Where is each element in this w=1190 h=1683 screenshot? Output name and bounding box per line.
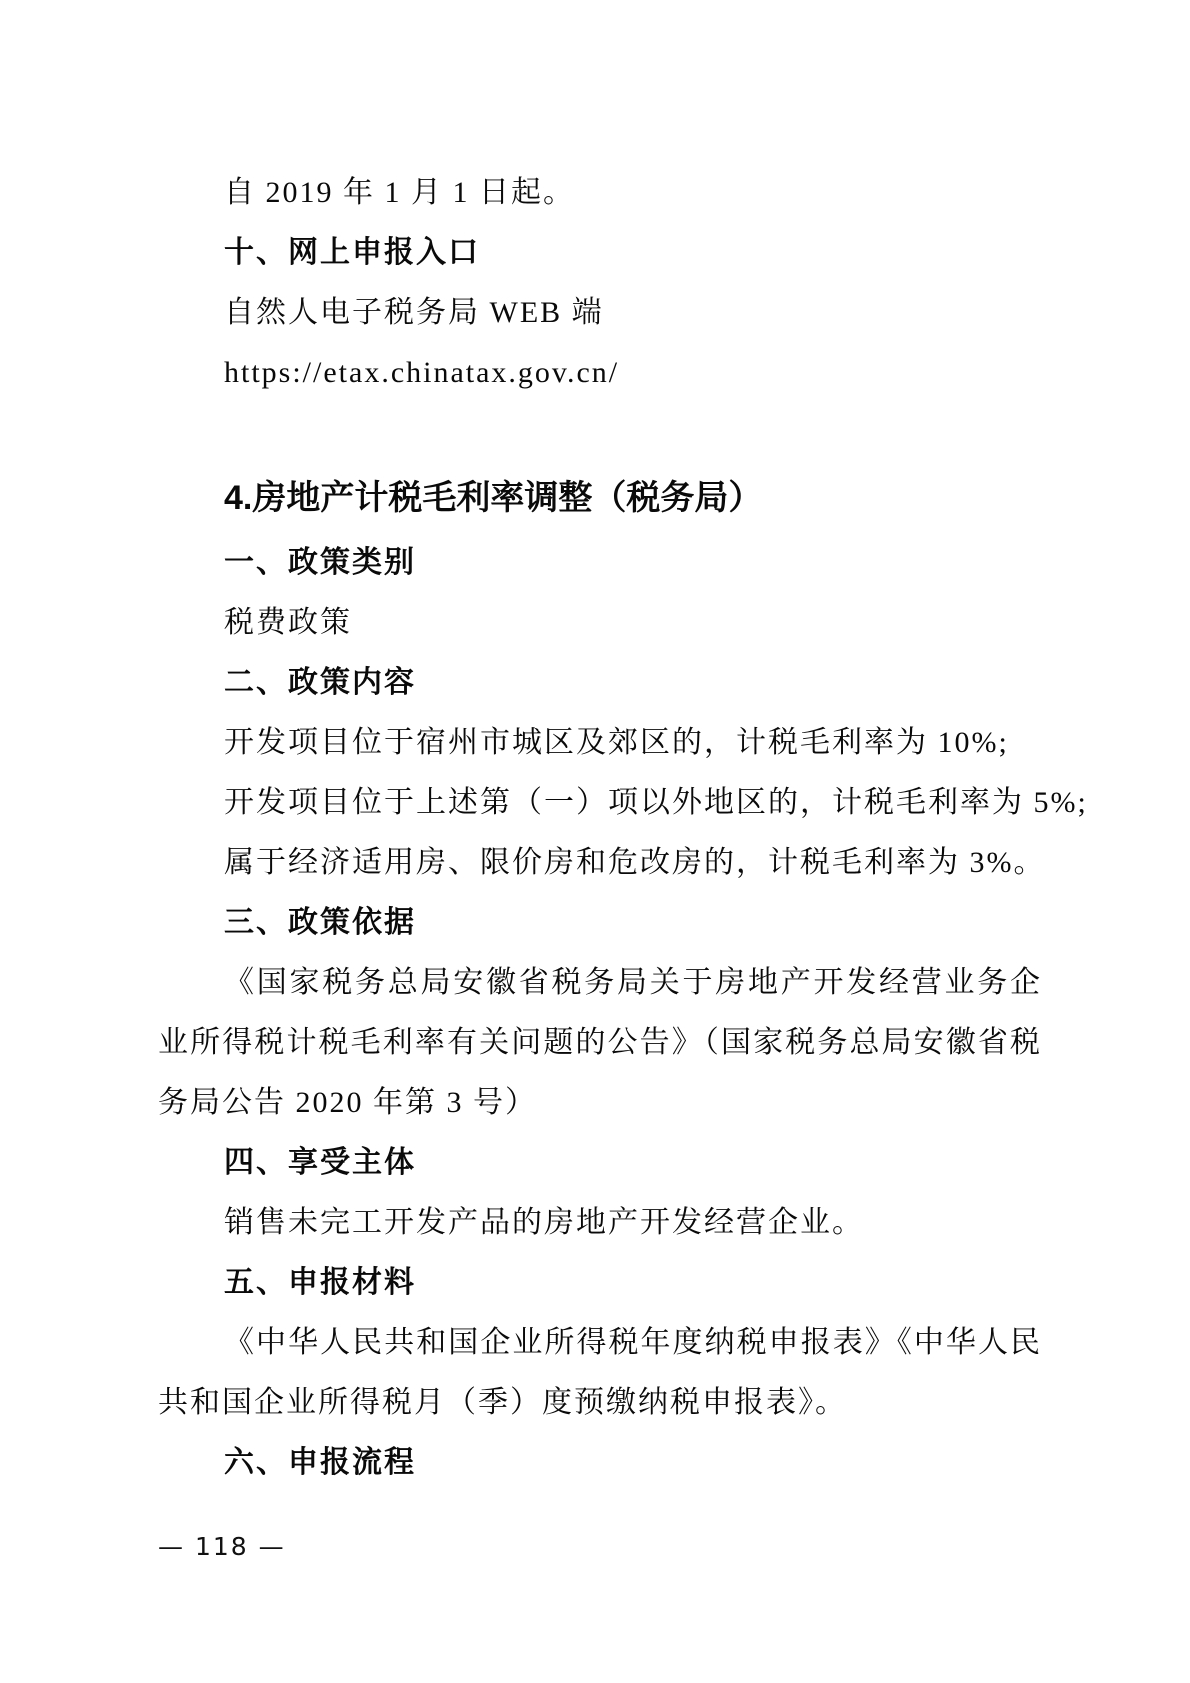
paragraph-line: 《中华人民共和国企业所得税年度纳税申报表》《中华人民 [224,1326,1040,1359]
paragraph-line: 开发项目位于上述第（一）项以外地区的，计税毛利率为 5%; [224,786,1088,819]
paragraph-line: 销售未完工开发产品的房地产开发经营企业。 [224,1206,864,1239]
blank-line [158,403,1040,463]
paragraph-line: 自 2019 年 1 月 1 日起。 [224,176,575,209]
section-heading-policy-content: 二、政策内容 [224,666,416,699]
url-text: https://etax.chinatax.gov.cn/ [224,356,620,389]
page-content [158,163,1088,1493]
section-heading-eligible-entities: 四、享受主体 [224,1146,416,1179]
paragraph-line: 自然人电子税务局 WEB 端 [224,296,604,329]
paragraph-line: 业所得税计税毛利率有关问题的公告》（国家税务总局安徽省税 [158,1026,1040,1059]
paragraph-line: 共和国企业所得税月（季）度预缴纳税申报表》。 [158,1386,847,1419]
paragraph-line: 属于经济适用房、限价房和危改房的，计税毛利率为 3%。 [224,846,1046,879]
paragraph-line: 税费政策 [224,606,352,639]
section-heading-filing-materials: 五、申报材料 [224,1266,416,1299]
section-heading-policy-basis: 三、政策依据 [224,906,416,939]
section-heading-online-portal: 十、网上申报入口 [224,236,480,269]
section-heading-filing-process: 六、申报流程 [224,1446,416,1479]
paragraph-line: 《国家税务总局安徽省税务局关于房地产开发经营业务企 [224,966,1040,999]
paragraph-line: 开发项目位于宿州市城区及郊区的，计税毛利率为 10%; [224,726,1009,759]
section-heading-policy-category: 一、政策类别 [224,546,416,579]
paragraph-line: 务局公告 2020 年第 3 号） [158,1086,537,1119]
page-number: — 118 — [158,1532,286,1561]
document-section-title: 4.房地产计税毛利率调整（税务局） [224,479,763,517]
